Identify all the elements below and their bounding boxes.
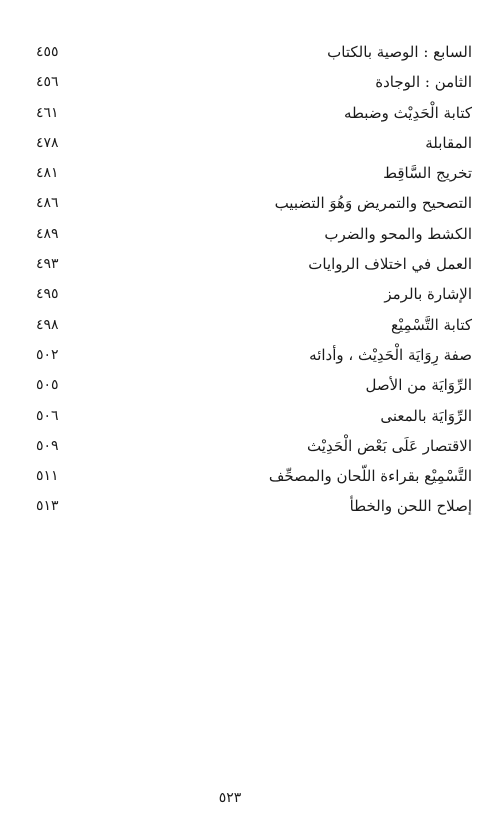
toc-entry: [32, 464, 472, 494]
toc-entry: [32, 252, 472, 282]
toc-entry-page: ٤٩٥: [36, 286, 59, 303]
toc-entry-title: الإشارة بالرمز: [384, 285, 472, 304]
toc-entry-page: ٥١٣: [36, 498, 59, 515]
toc-entry-title: العمل في اختلاف الروايات: [308, 255, 472, 274]
toc-entry-page: ٥٠٩: [36, 437, 59, 454]
toc-entry-title: الكشط والمحو والضرب: [324, 224, 472, 243]
toc-entry-title: تخريج السَّاقِط: [383, 164, 472, 183]
toc-entry: [32, 282, 472, 312]
toc-entry-page: ٤٩٣: [36, 256, 59, 273]
toc-entry: [32, 434, 472, 464]
toc-entry-title: كتابة الْحَدِيْث وضبطه: [343, 103, 472, 122]
table-of-contents: [32, 40, 472, 525]
toc-entry-title: التَّسْمِيْع بقراءة اللّحان والمصحِّف: [268, 467, 472, 486]
toc-entry: [32, 343, 472, 373]
toc-entry-page: ٤٨٩: [36, 225, 59, 242]
toc-entry-title: إصلاح اللحن والخطأ: [349, 497, 472, 516]
toc-entry-title: التصحيح والتمريض وَهُوَ التضبيب: [274, 194, 472, 213]
toc-entry-page: ٤٨٦: [36, 195, 59, 212]
toc-entry: [32, 494, 472, 524]
toc-entry-title: الثامن : الوجادة: [375, 73, 472, 92]
toc-entry-title: صفة رِوَايَة الْحَدِيْث ، وأدائه: [309, 345, 472, 364]
toc-entry-page: ٥٠٥: [36, 377, 59, 394]
page-number: ٥٢٣: [218, 790, 242, 806]
toc-entry-page: ٥٠٢: [36, 346, 59, 363]
toc-entry-page: ٥٠٦: [36, 407, 59, 424]
toc-entry-page: ٤٦١: [36, 104, 59, 121]
toc-entry: [32, 70, 472, 100]
toc-entry: [32, 161, 472, 191]
toc-entry-title: المقابلة: [425, 133, 472, 152]
toc-entry: [32, 313, 472, 343]
toc-entry-title: كتابة التَّسْمِيْع: [390, 315, 472, 334]
toc-entry-page: ٤٩٨: [36, 316, 59, 333]
toc-entry-page: ٤٥٦: [36, 74, 59, 91]
toc-entry-page: ٤٧٨: [36, 134, 59, 151]
toc-entry-title: الاقتصار عَلَى بَعْض الْحَدِيْث: [307, 436, 472, 455]
toc-entry: [32, 404, 472, 434]
toc-entry-title: الرِّوَايَة من الأصل: [365, 376, 472, 395]
toc-entry: [32, 40, 472, 70]
toc-entry: [32, 191, 472, 221]
toc-entry-title: السابع : الوصية بالكتاب: [327, 43, 472, 61]
toc-entry-page: ٤٨١: [36, 165, 59, 182]
toc-entry-title: الرِّوَايَة بالمعنى: [380, 406, 472, 425]
toc-entry: [32, 131, 472, 161]
toc-entry: [32, 101, 472, 131]
toc-entry: [32, 222, 472, 252]
toc-entry: [32, 373, 472, 403]
toc-entry-page: ٥١١: [36, 468, 59, 485]
toc-entry-page: ٤٥٥: [36, 44, 59, 60]
